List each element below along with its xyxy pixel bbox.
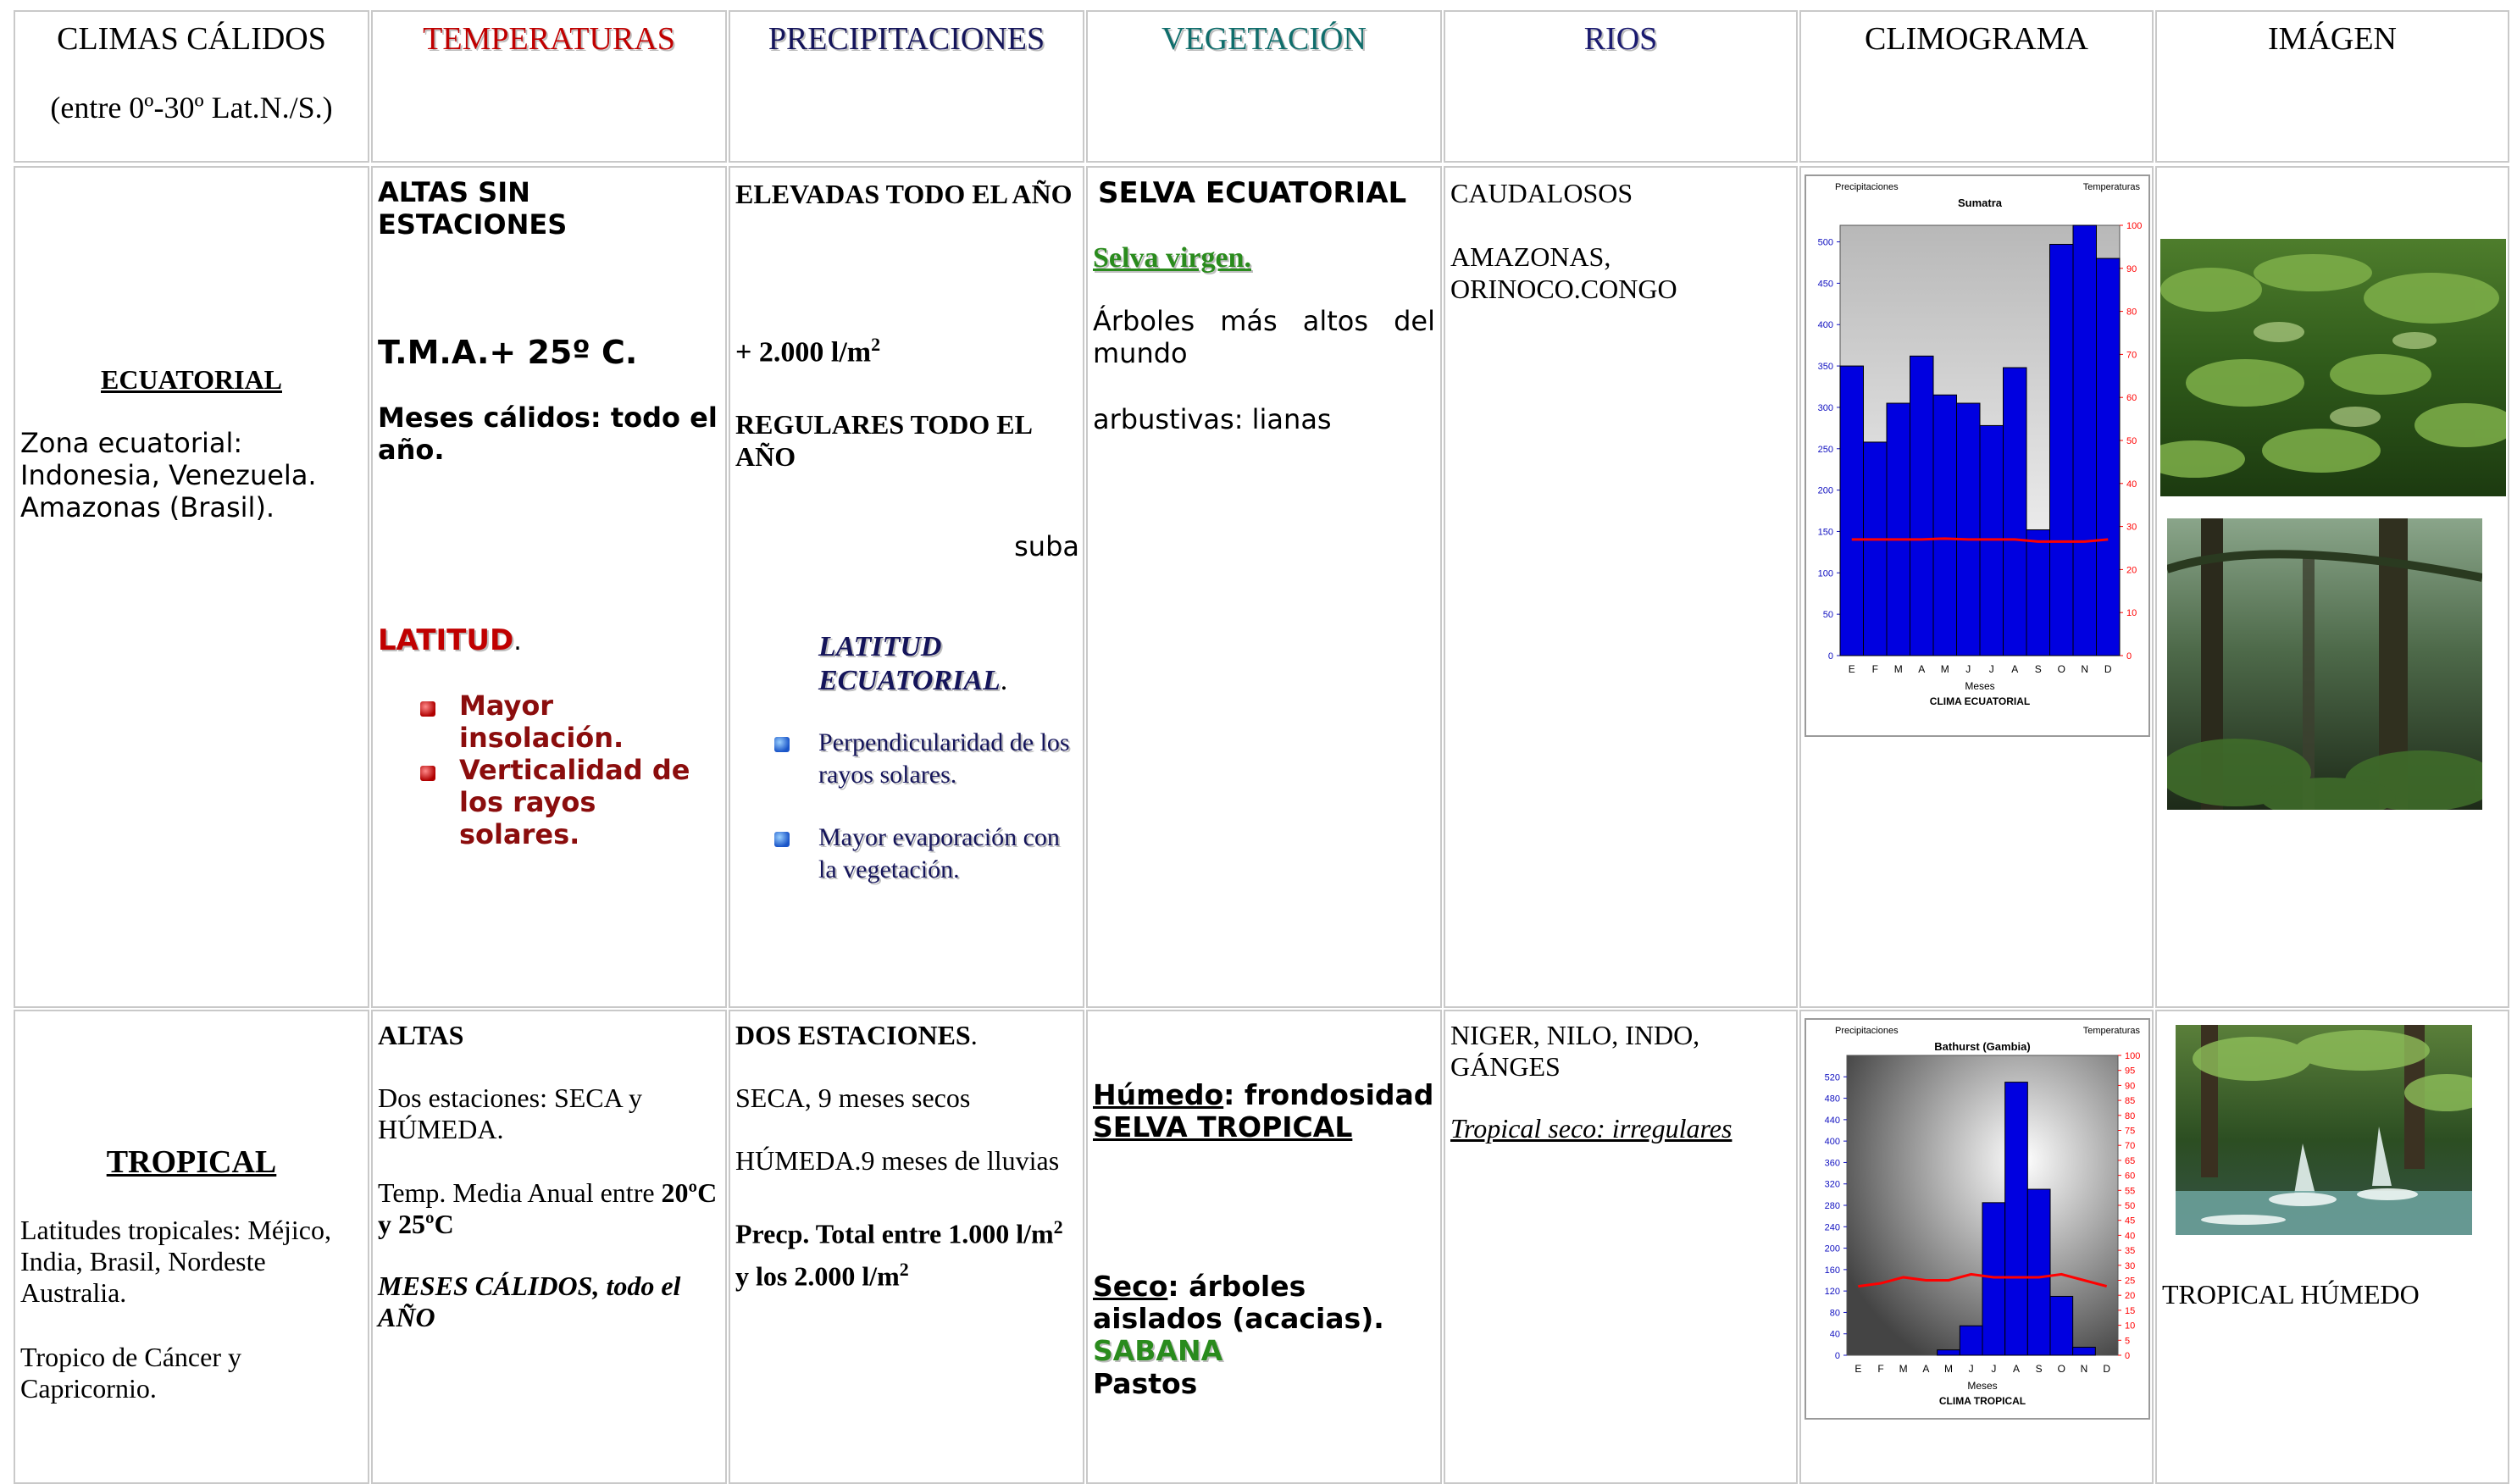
y-tick-label: 0	[1834, 1351, 1840, 1361]
x-tick-label: O	[2057, 1363, 2066, 1375]
ecuatorial-climograma-cell	[1799, 166, 2154, 1008]
y-tick-label: 150	[1817, 527, 1833, 538]
y-tick-label: 280	[1824, 1201, 1840, 1211]
tropical-climograma-cell	[1799, 1010, 2154, 1484]
y-tick-label: 160	[1824, 1265, 1840, 1276]
tropical-prec-humeda: HÚMEDA.9 meses de lluvias	[735, 1145, 1060, 1176]
y-tick-label: 300	[1817, 402, 1833, 413]
y-tick-label: 400	[1824, 1137, 1840, 1148]
header-climas-range: (entre 0º-30º Lat.N./S.)	[50, 91, 333, 125]
bar-precipitaciones	[2073, 225, 2097, 656]
ecuatorial-zone: Zona ecuatorial: Indonesia, Venezuela. Amazonas (Brasil).	[20, 427, 317, 523]
x-tick-label: E	[1848, 663, 1855, 675]
bar-precipitaciones	[1957, 403, 1981, 656]
blue-bullet-icon	[774, 737, 790, 752]
ecuatorial-veg-arbustivas: arbustivas: lianas	[1093, 403, 1332, 435]
y-tick-label: 440	[1824, 1115, 1840, 1126]
ecuatorial-rios-names: AMAZONAS, ORINOCO.CONGO	[1450, 241, 1677, 304]
tropical-veg-selva: SELVA TROPICAL	[1093, 1110, 1353, 1143]
ecuatorial-prec-amount-line	[735, 334, 880, 368]
ecuatorial-pbullet-perpendicularidad: Perpendicularidad de los rayos solares.	[818, 728, 1070, 789]
x-tick-label: J	[1988, 663, 1994, 675]
y-tick-label: 500	[1817, 237, 1833, 248]
tropical-title: TROPICAL	[106, 1144, 277, 1180]
chart-caption: CLIMA TROPICAL	[1938, 1395, 2026, 1407]
tropical-prec-sup-1: 2	[1053, 1216, 1063, 1238]
y2-tick-label: 0	[2125, 1351, 2131, 1361]
y-tick-label: 200	[1824, 1243, 1840, 1254]
header-cell-vegetacion	[1086, 10, 1442, 163]
y2-tick-label: 55	[2125, 1186, 2136, 1197]
red-bullet-icon	[420, 766, 435, 781]
y-tick-label: 40	[1829, 1329, 1840, 1340]
bar-precipitaciones	[1864, 442, 1888, 656]
ecuatorial-bullet-insolacion: Mayor insolación.	[459, 689, 624, 754]
ecuatorial-title: ECUATORIAL	[101, 364, 282, 395]
ecuatorial-latitud-dot: .	[513, 627, 522, 656]
ecuatorial-prec-amount: + 2.000 l/m	[735, 336, 872, 368]
y2-tick-label: 65	[2125, 1155, 2136, 1166]
ecuatorial-suba: suba	[1014, 530, 1079, 562]
tropical-prec-total-2: y los 2.000 l/m	[735, 1260, 900, 1292]
y-tick-label: 400	[1817, 320, 1833, 331]
x-tick-label: S	[2034, 663, 2042, 675]
tropical-veg-sabana: SABANA	[1093, 1334, 1223, 1367]
tropical-meses: MESES CÁLIDOS, todo el AÑO	[378, 1271, 681, 1332]
bar-precipitaciones	[1840, 366, 1864, 656]
tropical-veg-humedo-block	[1093, 1079, 1435, 1143]
tropical-veg-humedo-rest: : frondosidad	[1223, 1078, 1434, 1111]
bar-precipitaciones	[2073, 1348, 2096, 1355]
y2-tick-label: 35	[2125, 1246, 2136, 1257]
x-tick-label: A	[1922, 1363, 1930, 1375]
y2-tick-label: 20	[2126, 565, 2137, 576]
y2-tick-label: 70	[2126, 350, 2137, 361]
y2-tick-label: 50	[2126, 436, 2137, 446]
ecuatorial-vegetacion-cell	[1086, 166, 1442, 1008]
x-tick-label: S	[2035, 1363, 2043, 1375]
tropical-rios-names: NIGER, NILO, INDO, GÁNGES	[1450, 1020, 1700, 1082]
tropical-temp-dos: Dos estaciones: SECA y HÚMEDA.	[378, 1083, 642, 1144]
y-tick-label: 520	[1824, 1072, 1840, 1083]
y-tick-label: 250	[1817, 444, 1833, 455]
y2-tick-label: 60	[2126, 393, 2137, 404]
ecuatorial-latitud: LATITUD	[378, 623, 514, 657]
ecuatorial-temperaturas-cell	[371, 166, 727, 1008]
jungle-photo-2	[2167, 518, 2482, 810]
tropical-precipitaciones-cell	[729, 1010, 1084, 1484]
bar-precipitaciones	[1910, 356, 1934, 656]
header-temperaturas: TEMPERATURAS	[423, 21, 675, 57]
chart-left-axis-label: Precipitaciones	[1835, 1026, 1899, 1036]
header-cell-imagen	[2155, 10, 2509, 163]
y2-tick-label: 20	[2125, 1291, 2136, 1302]
tropical-prec-title: DOS ESTACIONES	[735, 1020, 971, 1050]
tropical-prec-seca: SECA, 9 meses secos	[735, 1083, 971, 1113]
ecuatorial-imagen-cell	[2155, 166, 2509, 1008]
tropical-zone: Latitudes tropicales: Méjico, India, Brasil, Nordeste Australia.	[20, 1215, 331, 1308]
y2-tick-label: 75	[2125, 1126, 2136, 1137]
y-tick-label: 200	[1817, 485, 1833, 496]
tropical-temperaturas-cell	[371, 1010, 727, 1484]
tropical-temp-media-line	[378, 1177, 725, 1240]
header-imagen: IMÁGEN	[2268, 21, 2397, 57]
tropical-veg-seco-rest: : árboles aislados (acacias).	[1093, 1270, 1384, 1335]
bar-precipitaciones	[1982, 1203, 2005, 1355]
bar-precipitaciones	[1938, 1350, 1960, 1355]
tropical-temp-title: ALTAS	[378, 1020, 464, 1050]
tropical-veg-humedo: Húmedo	[1093, 1078, 1224, 1111]
bar-precipitaciones	[2005, 1083, 2028, 1355]
y2-tick-label: 50	[2125, 1201, 2136, 1211]
blue-bullet-icon	[774, 832, 790, 847]
y2-tick-label: 90	[2126, 263, 2137, 274]
bar-precipitaciones	[2026, 530, 2050, 656]
ecuatorial-latitud-line	[378, 623, 522, 657]
climograma-sumatra	[1805, 174, 2150, 737]
bar-precipitaciones	[2027, 1189, 2050, 1355]
climograma-bathurst	[1805, 1018, 2150, 1420]
x-tick-label: J	[1968, 1363, 1974, 1375]
y-tick-label: 50	[1822, 610, 1833, 621]
y-tick-label: 80	[1829, 1308, 1840, 1319]
ecuatorial-veg-arboles: Árboles más altos del mundo	[1093, 305, 1435, 369]
chart-right-axis-label: Temperaturas	[2082, 1026, 2140, 1036]
y-tick-label: 480	[1824, 1094, 1840, 1105]
ecuatorial-name-cell	[14, 166, 369, 1008]
header-rios: RIOS	[1583, 21, 1658, 57]
header-cell-rios	[1444, 10, 1798, 163]
y2-tick-label: 40	[2126, 479, 2137, 490]
y2-tick-label: 30	[2126, 522, 2137, 533]
bar-precipitaciones	[2050, 1296, 2073, 1355]
tropical-rios-seco: Tropical seco: irregulares	[1450, 1113, 1733, 1143]
y2-tick-label: 5	[2125, 1336, 2131, 1347]
header-cell-temperaturas	[371, 10, 727, 163]
chart-title: Bathurst (Gambia)	[1934, 1040, 2031, 1053]
ecuatorial-veg-virgen: Selva virgen.	[1093, 242, 1251, 274]
y2-tick-label: 30	[2125, 1260, 2136, 1271]
chart-right-axis-label: Temperaturas	[2082, 182, 2140, 192]
y-tick-label: 320	[1824, 1179, 1840, 1190]
ecuatorial-lat-ecuatorial-line	[818, 630, 1073, 698]
header-vegetacion: VEGETACIÓN	[1161, 21, 1367, 57]
ecuatorial-bullet-verticalidad: Verticalidad de los rayos solares.	[459, 754, 690, 850]
chart-title: Sumatra	[1957, 197, 2003, 209]
ecuatorial-pbullet-evaporacion: Mayor evaporación con la vegetación.	[818, 823, 1060, 883]
x-axis-label: Meses	[1965, 680, 1995, 692]
x-tick-label: J	[1991, 1363, 1997, 1375]
y2-tick-label: 70	[2125, 1141, 2136, 1152]
tropical-imagen-cell	[2155, 1010, 2509, 1484]
climograma-bathurst-svg	[1806, 1020, 2148, 1418]
x-tick-label: E	[1854, 1363, 1862, 1375]
x-tick-label: J	[1965, 663, 1971, 675]
y2-tick-label: 40	[2125, 1231, 2136, 1242]
x-tick-label: D	[2104, 663, 2112, 675]
bar-precipitaciones	[1933, 395, 1957, 656]
x-tick-label: M	[1944, 1363, 1953, 1375]
tropical-temp-media-range: 20ºC y 25ºC	[378, 1177, 718, 1239]
bar-precipitaciones	[2050, 244, 2074, 656]
x-tick-label: F	[1877, 1363, 1884, 1375]
y-tick-label: 120	[1824, 1287, 1840, 1298]
tropical-prec-total	[735, 1210, 1083, 1293]
tropical-vegetacion-cell	[1086, 1010, 1442, 1484]
ecuatorial-lat-dot: .	[1000, 665, 1008, 696]
header-cell-precipitaciones	[729, 10, 1084, 163]
ecuatorial-rios-cell	[1444, 166, 1798, 1008]
y2-tick-label: 60	[2125, 1171, 2136, 1182]
tropical-veg-seco-block	[1093, 1271, 1435, 1367]
y2-tick-label: 15	[2125, 1305, 2136, 1316]
x-tick-label: A	[2011, 663, 2019, 675]
y2-tick-label: 80	[2125, 1110, 2136, 1121]
header-precipitaciones: PRECIPITACIONES	[768, 21, 1045, 57]
x-tick-label: A	[1918, 663, 1926, 675]
x-tick-label: N	[2080, 1363, 2088, 1375]
y2-tick-label: 95	[2125, 1066, 2136, 1077]
y-tick-label: 0	[1827, 651, 1833, 662]
x-tick-label: A	[2012, 1363, 2021, 1375]
ecuatorial-prec-title: ELEVADAS TODO EL AÑO	[735, 179, 1073, 209]
y2-tick-label: 10	[2126, 608, 2137, 619]
x-tick-label: O	[2057, 663, 2065, 675]
y-tick-label: 240	[1824, 1222, 1840, 1233]
bar-precipitaciones	[2097, 258, 2121, 656]
bar-precipitaciones	[2004, 368, 2027, 656]
x-tick-label: D	[2103, 1363, 2111, 1375]
bar-precipitaciones	[1887, 403, 1910, 656]
x-tick-label: M	[1893, 663, 1903, 675]
chart-caption: CLIMA ECUATORIAL	[1929, 695, 2031, 707]
chart-left-axis-label: Precipitaciones	[1835, 182, 1899, 192]
ecuatorial-tma: T.M.A.+ 25º C.	[378, 334, 638, 371]
ecuatorial-temp-title: ALTAS SIN ESTACIONES	[378, 176, 568, 241]
tropical-prec-sup-2: 2	[899, 1258, 909, 1280]
y2-tick-label: 0	[2126, 651, 2132, 662]
tropical-rios-cell	[1444, 1010, 1798, 1484]
jungle-photo-1	[2160, 239, 2506, 496]
tropical-image-caption: TROPICAL HÚMEDO	[2162, 1279, 2420, 1310]
x-tick-label: N	[2081, 663, 2089, 675]
tropical-temp-media: Temp. Media Anual entre	[378, 1177, 662, 1208]
tropical-prec-title-line	[735, 1020, 978, 1051]
x-tick-label: M	[1940, 663, 1949, 675]
x-axis-label: Meses	[1967, 1380, 1998, 1392]
tropical-waterfall-photo	[2176, 1025, 2472, 1235]
header-cell-climas	[14, 10, 369, 163]
red-bullet-icon	[420, 701, 435, 717]
y2-tick-label: 100	[2126, 221, 2143, 231]
header-cell-climograma	[1799, 10, 2154, 163]
y2-tick-label: 90	[2125, 1081, 2136, 1092]
y2-tick-label: 100	[2125, 1051, 2141, 1061]
y-tick-label: 360	[1824, 1158, 1840, 1169]
header-climas-title: CLIMAS CÁLIDOS	[57, 21, 326, 57]
ecuatorial-lat-ecuatorial: LATITUD ECUATORIAL	[818, 631, 1001, 696]
y2-tick-label: 85	[2125, 1096, 2136, 1107]
ecuatorial-rios-caudalosos: CAUDALOSOS	[1450, 178, 1633, 208]
tropical-prec-total-1: Precp. Total entre 1.000 l/m	[735, 1218, 1054, 1249]
y-tick-label: 100	[1817, 568, 1833, 579]
y2-tick-label: 10	[2125, 1321, 2136, 1332]
x-tick-label: M	[1899, 1363, 1908, 1375]
tropical-name-cell	[14, 1010, 369, 1484]
climograma-sumatra-svg	[1806, 176, 2148, 735]
x-tick-label: F	[1871, 663, 1878, 675]
header-climograma: CLIMOGRAMA	[1865, 21, 2088, 57]
y-tick-label: 450	[1817, 279, 1833, 290]
bar-precipitaciones	[1960, 1326, 1982, 1355]
y2-tick-label: 25	[2125, 1276, 2136, 1287]
y2-tick-label: 45	[2125, 1215, 2136, 1227]
ecuatorial-prec-sup: 2	[871, 334, 881, 355]
tropical-tropicos: Tropico de Cáncer y Capricornio.	[20, 1342, 241, 1404]
y2-tick-label: 80	[2126, 307, 2137, 318]
ecuatorial-veg-title: SELVA ECUATORIAL	[1098, 176, 1407, 210]
ecuatorial-meses: Meses cálidos: todo el año.	[378, 401, 718, 466]
y-tick-label: 350	[1817, 362, 1833, 373]
tropical-veg-pastos: Pastos	[1093, 1367, 1198, 1400]
tropical-prec-dot: .	[970, 1020, 978, 1050]
ecuatorial-precipitaciones-cell	[729, 166, 1084, 1008]
tropical-veg-seco: Seco	[1093, 1270, 1168, 1303]
ecuatorial-prec-regular: REGULARES TODO EL AÑO	[735, 409, 1032, 472]
